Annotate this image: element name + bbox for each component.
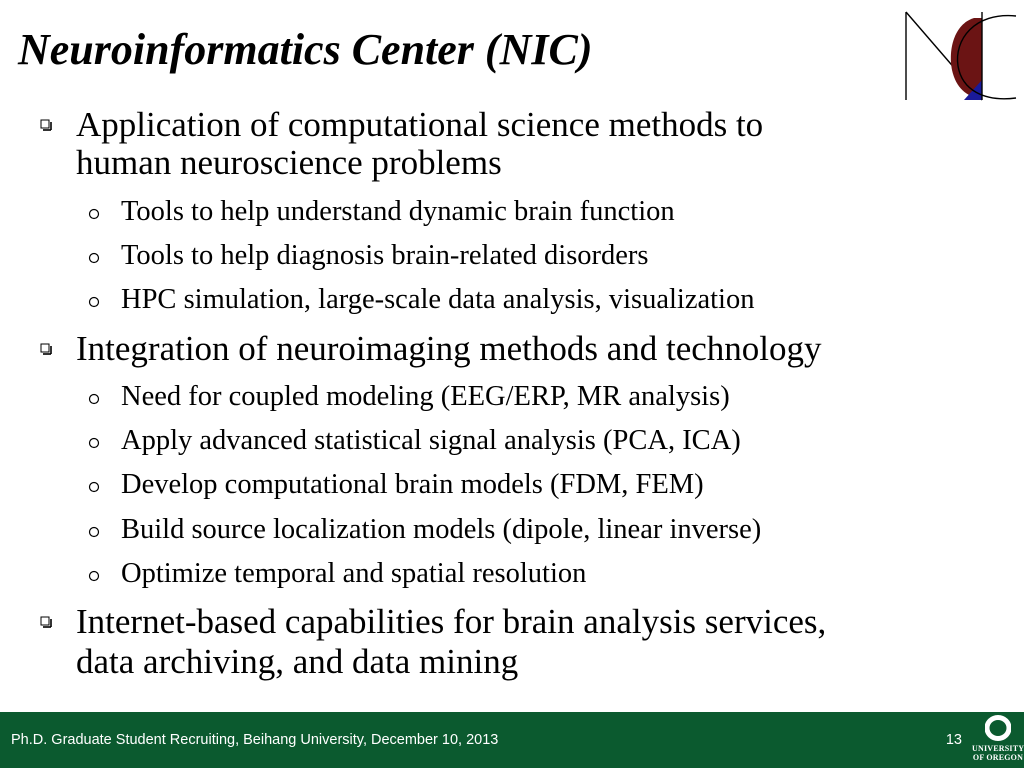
sub-bullet-item <box>121 467 704 503</box>
bullet-item <box>76 330 822 368</box>
bullet-item <box>76 106 763 144</box>
square-bullet-icon <box>40 616 52 628</box>
circle-bullet-icon <box>88 393 100 405</box>
sub-bullet-item <box>121 556 586 592</box>
sub-bullet-text: Build source localization models (dipole, linear inverse) <box>121 514 762 545</box>
square-bullet-icon <box>40 343 52 355</box>
slide-title: Neuroinformatics Center (NIC) <box>18 25 593 74</box>
sub-bullet-item <box>121 512 761 548</box>
uo-o-icon <box>985 715 1011 741</box>
sub-bullet-item <box>121 238 649 274</box>
circle-bullet-icon <box>88 252 100 264</box>
sub-bullet-item <box>121 282 754 318</box>
circle-bullet-icon <box>88 481 100 493</box>
circle-bullet-icon <box>88 437 100 449</box>
bullet-text: Internet-based capabilities for brain analysis services, <box>76 602 827 641</box>
bullet-text: Application of computational science methods to <box>76 105 764 144</box>
sub-bullet-text: Tools to help understand dynamic brain function <box>121 196 675 227</box>
sub-bullet-text: Need for coupled modeling (EEG/ERP, MR analysis) <box>121 381 730 412</box>
sub-bullet-item <box>121 379 730 415</box>
bullet-text-continued: data archiving, and data mining <box>76 642 519 681</box>
bullet-text-continued: human neuroscience problems <box>76 143 502 182</box>
sub-bullet-text: Apply advanced statistical signal analysis (PCA, ICA) <box>121 425 741 456</box>
university-of-oregon-logo <box>972 712 1024 768</box>
circle-bullet-icon <box>88 208 100 220</box>
sub-bullet-text: Develop computational brain models (FDM, FEM) <box>121 469 704 500</box>
bullet-text: Integration of neuroimaging methods and technology <box>76 329 822 368</box>
sub-bullet-text: HPC simulation, large-scale data analysis, visualization <box>121 284 755 315</box>
uo-logo-line2: OF OREGON <box>972 753 1024 762</box>
sub-bullet-text: Optimize temporal and spatial resolution <box>121 558 587 589</box>
sub-bullet-text: Tools to help diagnosis brain-related disorders <box>121 240 649 271</box>
sub-bullet-item <box>121 423 741 459</box>
sub-bullet-item <box>121 194 675 230</box>
page-number: 13 <box>945 732 962 748</box>
uo-logo-line1: UNIVERSITY <box>972 744 1024 753</box>
circle-bullet-icon <box>88 526 100 538</box>
bullet-item <box>76 603 826 641</box>
square-bullet-icon <box>40 119 52 131</box>
footer-text: Ph.D. Graduate Student Recruiting, Beihang University, December 10, 2013 <box>11 732 499 748</box>
circle-bullet-icon <box>88 570 100 582</box>
circle-bullet-icon <box>88 296 100 308</box>
footer-bar <box>0 712 1024 768</box>
